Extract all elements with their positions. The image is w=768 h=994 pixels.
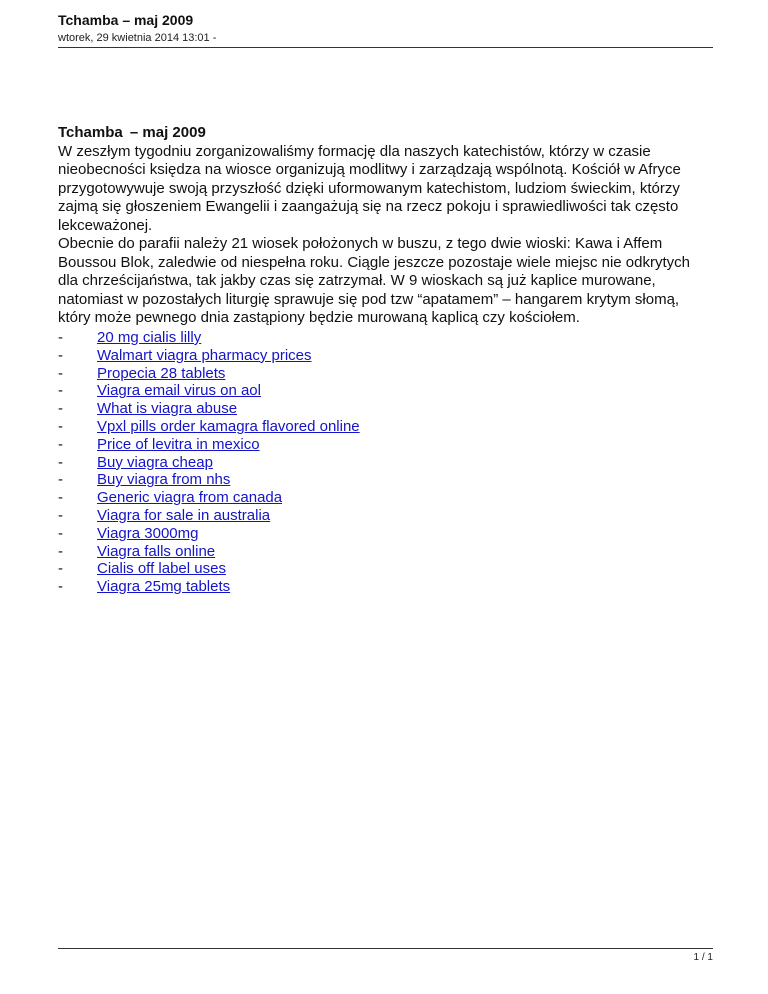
header-divider (58, 47, 713, 48)
header-date: wtorek, 29 kwietnia 2014 13:01 - (58, 32, 217, 44)
list-link[interactable]: Cialis off label uses (97, 560, 226, 578)
article-paragraph: Obecnie do parafii należy 21 wiosek położonych w buszu, z tego dwie wioski: Kawa i Affem Boussou Blok, zaledwie od niespełna roku. Ciągle jeszcze pozostaje wiele miejsc nie odkrytych dla chrześcijaństwa, tak jakby czas się zatrzymał. W 9 wioskach są już kaplice murowane, natomiast w pozostałych liturgię sprawuje się pod tzw “apatamem” – hangarem krytym słomą, który może pewnego dnia zastąpiony będzie murowaną kaplicą czy kościołem. (58, 235, 690, 326)
footer-divider (58, 948, 713, 949)
list-dash: - (58, 560, 63, 578)
list-link[interactable]: Viagra email virus on aol (97, 382, 261, 400)
list-dash: - (58, 471, 63, 489)
list-item (58, 365, 713, 383)
list-dash: - (58, 435, 63, 453)
list-dash: - (58, 524, 63, 542)
list-item (58, 543, 713, 561)
list-dash: - (58, 400, 63, 418)
list-link[interactable]: Viagra 25mg tablets (97, 578, 231, 596)
list-dash: - (58, 489, 63, 507)
list-link[interactable]: Vpxl pills order kamagra flavored online (97, 417, 360, 435)
list-dash: - (58, 364, 63, 382)
list-dash: - (58, 453, 63, 471)
list-link[interactable]: Propecia 28 tablets (97, 364, 226, 382)
list-link[interactable]: Price of levitra in mexico (97, 435, 260, 453)
list-dash: - (58, 542, 63, 560)
list-item (58, 489, 713, 507)
article-body (58, 124, 713, 328)
list-link[interactable]: Viagra 3000mg (97, 524, 199, 542)
list-item (58, 525, 713, 543)
list-link[interactable]: Buy viagra cheap (97, 453, 213, 471)
list-item (58, 560, 713, 578)
list-item (58, 329, 713, 347)
page-number: 1 / 1 (693, 952, 713, 963)
list-dash: - (58, 578, 63, 596)
header-title: Tchamba – maj 2009 (58, 12, 194, 28)
list-item (58, 418, 713, 436)
list-item (58, 382, 713, 400)
list-item (58, 347, 713, 365)
article-title: Tchamba – maj 2009 (58, 124, 206, 141)
list-dash: - (58, 346, 63, 364)
list-link[interactable]: Viagra for sale in australia (97, 506, 271, 524)
list-link[interactable]: 20 mg cialis lilly (97, 329, 202, 346)
list-link[interactable]: Walmart viagra pharmacy prices (97, 346, 312, 364)
list-item (58, 578, 713, 596)
list-dash: - (58, 329, 63, 346)
list-item (58, 471, 713, 489)
list-link[interactable]: What is viagra abuse (97, 400, 238, 418)
list-dash: - (58, 506, 63, 524)
list-item (58, 400, 713, 418)
list-link[interactable]: Generic viagra from canada (97, 489, 283, 507)
list-dash: - (58, 382, 63, 400)
list-item (58, 507, 713, 525)
list-dash: - (58, 417, 63, 435)
article-paragraph: W zeszłym tygodniu zorganizowaliśmy formację dla naszych katechistów, którzy w czasie nieobecności księdza na wiosce organizują modlitwy i zarządzają wspólnotą. Kościół w Afryce przygotowywuje swoją przyszłość dzięki uformowanym katechistom, ludziom świeckim, którzy zajmą się głoszeniem Ewangelii i zaangażują się na rzecz pokoju i sprawiedliwości tak często lekceważonej. (58, 142, 681, 234)
list-item (58, 436, 713, 454)
list-link[interactable]: Buy viagra from nhs (97, 471, 231, 489)
list-link[interactable]: Viagra falls online (97, 542, 216, 560)
list-item (58, 454, 713, 472)
link-list (58, 329, 713, 596)
